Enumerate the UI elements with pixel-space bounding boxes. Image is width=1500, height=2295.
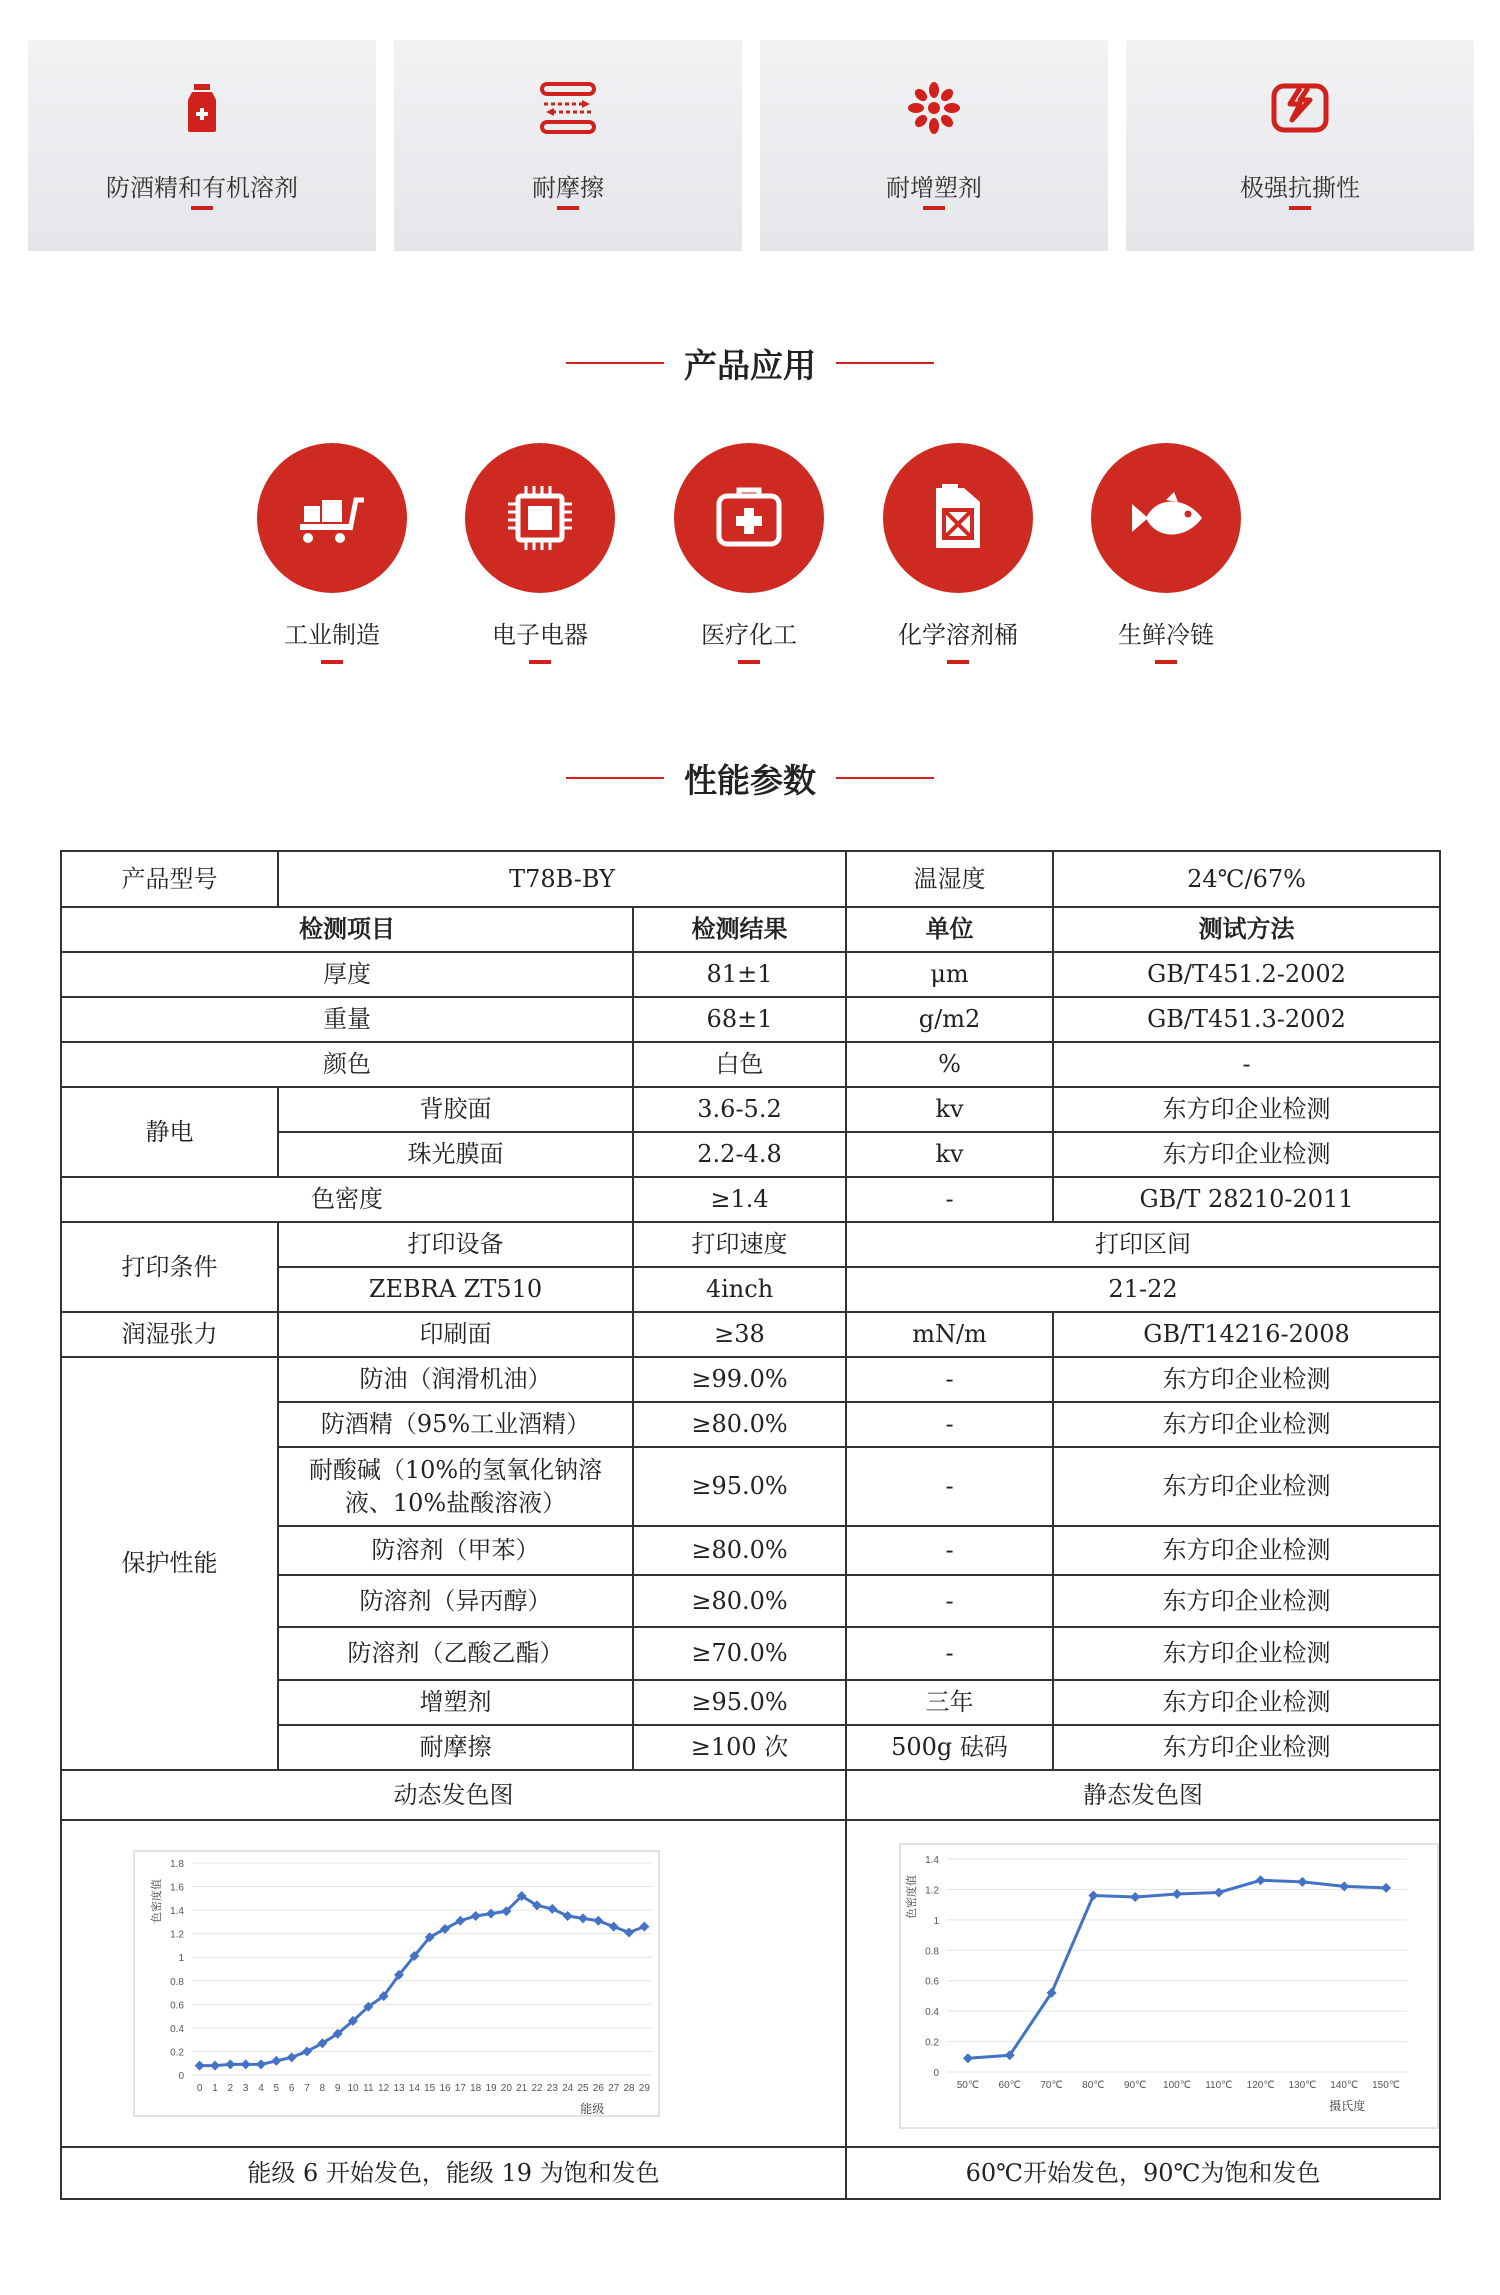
- cell-item: 防溶剂（乙酸乙酯）: [278, 1627, 633, 1680]
- application-industrial: [227, 443, 437, 664]
- chip-icon: [500, 478, 580, 558]
- x-tick-label: 17: [454, 2083, 466, 2094]
- header-unit: 单位: [846, 907, 1053, 952]
- y-tick-label: 1.2: [170, 1929, 184, 1941]
- x-tick-label: 26: [592, 2083, 604, 2094]
- x-tick-label: 4: [258, 2083, 264, 2094]
- fish-icon: [1126, 478, 1206, 558]
- chart-static-box: [847, 1821, 1439, 2146]
- cell-unit: mN/m: [846, 1312, 1053, 1357]
- cell-result: ≥80.0%: [633, 1402, 846, 1447]
- performance-table: [60, 850, 1441, 2200]
- cell-unit: kv: [846, 1132, 1053, 1177]
- x-tick-label: 130℃: [1288, 2080, 1317, 2091]
- y-tick-label: 1.8: [170, 1859, 184, 1870]
- cell-method: 东方印企业检测: [1053, 1087, 1440, 1132]
- cell-unit: kv: [846, 1087, 1053, 1132]
- application-underline: [1155, 660, 1177, 664]
- x-tick-label: 8: [319, 2083, 326, 2094]
- feature-underline: [923, 206, 945, 210]
- cell-item: 耐酸碱（10%的氢氧化钠溶液、10%盐酸溶液）: [278, 1447, 633, 1526]
- table-row: [61, 1770, 1440, 1820]
- cell-item: 增塑剂: [278, 1680, 633, 1725]
- x-tick-label: 25: [577, 2083, 589, 2094]
- y-tick-label: 0.4: [170, 2023, 184, 2035]
- cell-method: 21-22: [846, 1267, 1440, 1312]
- y-tick-label: 1.4: [170, 1906, 184, 1918]
- section-title-text: 产品应用: [684, 346, 816, 385]
- y-tick-label: 0: [933, 2068, 940, 2079]
- x-tick-label: 1: [212, 2083, 218, 2094]
- cell-result: ≥80.0%: [633, 1526, 846, 1575]
- cell-result: ≥99.0%: [633, 1357, 846, 1402]
- cell-result: ≥38: [633, 1312, 846, 1357]
- cell-method: 东方印企业检测: [1053, 1725, 1440, 1770]
- bottle-icon: [172, 78, 232, 138]
- application-circle: [674, 443, 824, 593]
- medical-kit-icon: [709, 478, 789, 558]
- cell-group: 静电: [61, 1087, 278, 1177]
- cell-method: 东方印企业检测: [1053, 1526, 1440, 1575]
- env-label: 温湿度: [846, 851, 1053, 907]
- cell-item: 印刷面: [278, 1312, 633, 1357]
- y-tick-label: 0.8: [170, 1976, 184, 1988]
- table-row: [61, 851, 1440, 907]
- table-row: [61, 1087, 1440, 1132]
- cell-result: 2.2-4.8: [633, 1132, 846, 1177]
- x-tick-label: 14: [408, 2083, 420, 2094]
- cell-item: 色密度: [61, 1177, 633, 1222]
- feature-label: 耐增塑剂: [886, 174, 982, 202]
- application-circle: [1091, 443, 1241, 593]
- x-tick-label: 60℃: [998, 2080, 1021, 2091]
- x-tick-label: 22: [531, 2083, 543, 2094]
- x-tick-label: 23: [546, 2083, 558, 2094]
- application-circle: [465, 443, 615, 593]
- y-tick-label: 1: [178, 1953, 184, 1965]
- section-title-text: 性能参数: [684, 761, 816, 800]
- y-tick-label: 1: [933, 1915, 940, 1927]
- feature-label: 极强抗撕性: [1240, 174, 1360, 202]
- cell-item: 颜色: [61, 1042, 633, 1087]
- y-tick-label: 1.6: [170, 1882, 184, 1894]
- feature-underline: [557, 206, 579, 210]
- x-tick-label: 12: [378, 2083, 390, 2094]
- feature-underline: [191, 206, 213, 210]
- cell-item: 重量: [61, 997, 633, 1042]
- cell-result: ≥1.4: [633, 1177, 846, 1222]
- cell-item: 珠光膜面: [278, 1132, 633, 1177]
- cell-item: 耐摩擦: [278, 1725, 633, 1770]
- x-tick-label: 28: [623, 2083, 635, 2094]
- y-tick-label: 0.4: [925, 2007, 940, 2019]
- application-cold-chain: [1061, 443, 1271, 664]
- cell-result: 81±1: [633, 952, 846, 997]
- cell-result: ≥95.0%: [633, 1680, 846, 1725]
- x-tick-label: 5: [273, 2083, 280, 2094]
- cell-result: 3.6-5.2: [633, 1087, 846, 1132]
- application-underline: [947, 660, 969, 664]
- feature-alcohol-resistant: [28, 40, 376, 251]
- cell-item: 防溶剂（甲苯）: [278, 1526, 633, 1575]
- chart-cell-dynamic: [61, 1820, 846, 2147]
- chart-cell-static: [846, 1820, 1440, 2147]
- table-header-row: [61, 907, 1440, 952]
- y-tick-label: 0: [178, 2071, 184, 2082]
- table-row: [61, 1222, 1440, 1267]
- cell-result: 白色: [633, 1042, 846, 1087]
- chart-note-dynamic: 能级 6 开始发色，能级 19 为饱和发色: [61, 2147, 846, 2199]
- x-tick-label: 15: [424, 2083, 436, 2094]
- x-tick-label: 6: [288, 2083, 295, 2094]
- x-tick-label: 27: [608, 2083, 620, 2094]
- model-label: 产品型号: [61, 851, 278, 907]
- x-axis-label: 摄氏度: [1329, 2099, 1366, 2113]
- y-tick-label: 0.8: [925, 1946, 940, 1958]
- cell-method: GB/T 28210-2011: [1053, 1177, 1440, 1222]
- y-axis-label: 色密度值: [906, 1875, 919, 1919]
- jerrycan-icon: [918, 478, 998, 558]
- x-tick-label: 24: [562, 2083, 574, 2094]
- cell-result: 4inch: [633, 1267, 846, 1312]
- chart-frame: [134, 1851, 659, 2116]
- cell-unit: g/m2: [846, 997, 1053, 1042]
- cell-unit: 三年: [846, 1680, 1053, 1725]
- application-underline: [529, 660, 551, 664]
- cell-group: 打印条件: [61, 1222, 278, 1312]
- cell-method: 东方印企业检测: [1053, 1402, 1440, 1447]
- x-tick-label: 2: [227, 2083, 234, 2094]
- cell-method: 东方印企业检测: [1053, 1132, 1440, 1177]
- x-tick-label: 19: [485, 2083, 497, 2094]
- application-medical: [644, 443, 854, 664]
- cell-item: ZEBRA ZT510: [278, 1267, 633, 1312]
- chart-static: [847, 1821, 1441, 2146]
- title-rule-right: [836, 777, 934, 779]
- application-label: 电子电器: [492, 621, 588, 649]
- y-tick-label: 0.2: [170, 2047, 184, 2059]
- cell-result: ≥95.0%: [633, 1447, 846, 1526]
- table-row: [61, 1177, 1440, 1222]
- header-method: 测试方法: [1053, 907, 1440, 952]
- cell-item: 防溶剂（异丙醇）: [278, 1575, 633, 1627]
- cell-result: ≥100 次: [633, 1725, 846, 1770]
- feature-label: 防酒精和有机溶剂: [106, 174, 298, 202]
- cell-method: GB/T14216-2008: [1053, 1312, 1440, 1357]
- feature-label: 耐摩擦: [532, 174, 604, 202]
- feature-plasticizer: [760, 40, 1108, 251]
- cell-method: -: [1053, 1042, 1440, 1087]
- application-label: 化学溶剂桶: [898, 621, 1018, 649]
- tear-icon: [1270, 78, 1330, 138]
- cell-method: GB/T451.2-2002: [1053, 952, 1440, 997]
- cell-subheader: 打印速度: [633, 1222, 846, 1267]
- x-tick-label: 29: [638, 2083, 650, 2094]
- rollers-icon: [538, 78, 598, 138]
- cell-unit: 500g 砝码: [846, 1725, 1053, 1770]
- cell-unit: μm: [846, 952, 1053, 997]
- cell-unit: -: [846, 1627, 1053, 1680]
- feature-row: [28, 40, 1474, 251]
- x-tick-label: 120℃: [1246, 2080, 1275, 2091]
- cell-subheader: 打印设备: [278, 1222, 633, 1267]
- feature-tear-resistant: [1126, 40, 1474, 251]
- cell-item: 背胶面: [278, 1087, 633, 1132]
- cell-unit: -: [846, 1357, 1053, 1402]
- x-tick-label: 11: [363, 2083, 374, 2094]
- y-tick-label: 0.2: [925, 2037, 940, 2049]
- feature-abrasion: [394, 40, 742, 251]
- x-tick-label: 90℃: [1124, 2080, 1147, 2091]
- x-tick-label: 9: [334, 2083, 341, 2094]
- x-tick-label: 20: [500, 2083, 512, 2094]
- title-rule-left: [566, 777, 664, 779]
- table-row: [61, 952, 1440, 997]
- cell-result: 68±1: [633, 997, 846, 1042]
- chart-row: [61, 1820, 1440, 2147]
- cell-method: 东方印企业检测: [1053, 1357, 1440, 1402]
- section-title-applications: [0, 340, 1500, 387]
- y-axis-label: 色密度值: [151, 1879, 163, 1923]
- application-underline: [321, 660, 343, 664]
- header-result: 检测结果: [633, 907, 846, 952]
- cell-group: 保护性能: [61, 1357, 278, 1770]
- table-row: [61, 2147, 1440, 2199]
- table-row: [61, 1312, 1440, 1357]
- title-rule-left: [566, 362, 664, 364]
- application-circle: [257, 443, 407, 593]
- x-tick-label: 80℃: [1082, 2080, 1105, 2091]
- x-tick-label: 50℃: [956, 2080, 980, 2091]
- x-axis-label: 能级: [580, 2102, 605, 2116]
- table-row: [61, 997, 1440, 1042]
- model-value: T78B-BY: [278, 851, 846, 907]
- title-rule-right: [836, 362, 934, 364]
- flower-icon: [904, 78, 964, 138]
- cell-unit: -: [846, 1447, 1053, 1526]
- cell-unit: -: [846, 1177, 1053, 1222]
- cell-method: 东方印企业检测: [1053, 1680, 1440, 1725]
- feature-underline: [1289, 206, 1311, 210]
- x-tick-label: 13: [393, 2083, 405, 2094]
- x-tick-label: 100℃: [1163, 2080, 1191, 2091]
- x-tick-label: 3: [242, 2083, 249, 2094]
- application-label: 工业制造: [284, 621, 380, 649]
- applications-row: [0, 443, 1500, 673]
- chart-title-dynamic: 动态发色图: [61, 1770, 846, 1820]
- cell-item: 防油（润滑机油）: [278, 1357, 633, 1402]
- y-tick-label: 0.6: [170, 2000, 184, 2012]
- x-tick-label: 140℃: [1330, 2080, 1359, 2091]
- cell-result: ≥70.0%: [633, 1627, 846, 1680]
- table-row: [61, 1357, 1440, 1402]
- y-tick-label: 1.2: [925, 1885, 940, 1897]
- x-tick-label: 7: [304, 2083, 310, 2094]
- cell-method: 东方印企业检测: [1053, 1575, 1440, 1627]
- application-label: 医疗化工: [701, 621, 797, 649]
- cell-unit: -: [846, 1526, 1053, 1575]
- chart-note-static: 60℃开始发色，90℃为饱和发色: [846, 2147, 1440, 2199]
- x-tick-label: 0: [196, 2083, 203, 2094]
- x-tick-label: 18: [470, 2083, 482, 2094]
- y-tick-label: 1.4: [925, 1855, 940, 1866]
- cart-icon: [292, 478, 372, 558]
- x-tick-label: 21: [516, 2083, 528, 2094]
- x-tick-label: 16: [439, 2083, 451, 2094]
- chart-dynamic: [62, 1821, 845, 2146]
- x-tick-label: 70℃: [1040, 2080, 1063, 2091]
- cell-item: 防酒精（95%工业酒精）: [278, 1402, 633, 1447]
- chart-dynamic-box: [62, 1821, 845, 2146]
- cell-method: GB/T451.3-2002: [1053, 997, 1440, 1042]
- cell-result: ≥80.0%: [633, 1575, 846, 1627]
- application-electronics: [435, 443, 645, 664]
- x-tick-label: 150℃: [1372, 2080, 1401, 2091]
- env-value: 24℃/67%: [1053, 851, 1440, 907]
- x-tick-label: 10: [347, 2083, 359, 2094]
- cell-unit: -: [846, 1575, 1053, 1627]
- cell-unit: %: [846, 1042, 1053, 1087]
- table-row: [61, 1042, 1440, 1087]
- cell-group: 润湿张力: [61, 1312, 278, 1357]
- cell-method: 东方印企业检测: [1053, 1447, 1440, 1526]
- section-title-performance: [0, 755, 1500, 802]
- application-solvent-drum: [853, 443, 1063, 664]
- chart-title-static: 静态发色图: [846, 1770, 1440, 1820]
- application-label: 生鲜冷链: [1118, 621, 1214, 649]
- application-circle: [883, 443, 1033, 593]
- cell-unit: -: [846, 1402, 1053, 1447]
- x-tick-label: 110℃: [1205, 2080, 1233, 2091]
- cell-method: 东方印企业检测: [1053, 1627, 1440, 1680]
- cell-item: 厚度: [61, 952, 633, 997]
- cell-subheader: 打印区间: [846, 1222, 1440, 1267]
- y-tick-label: 0.6: [925, 1976, 940, 1988]
- application-underline: [738, 660, 760, 664]
- header-item: 检测项目: [61, 907, 633, 952]
